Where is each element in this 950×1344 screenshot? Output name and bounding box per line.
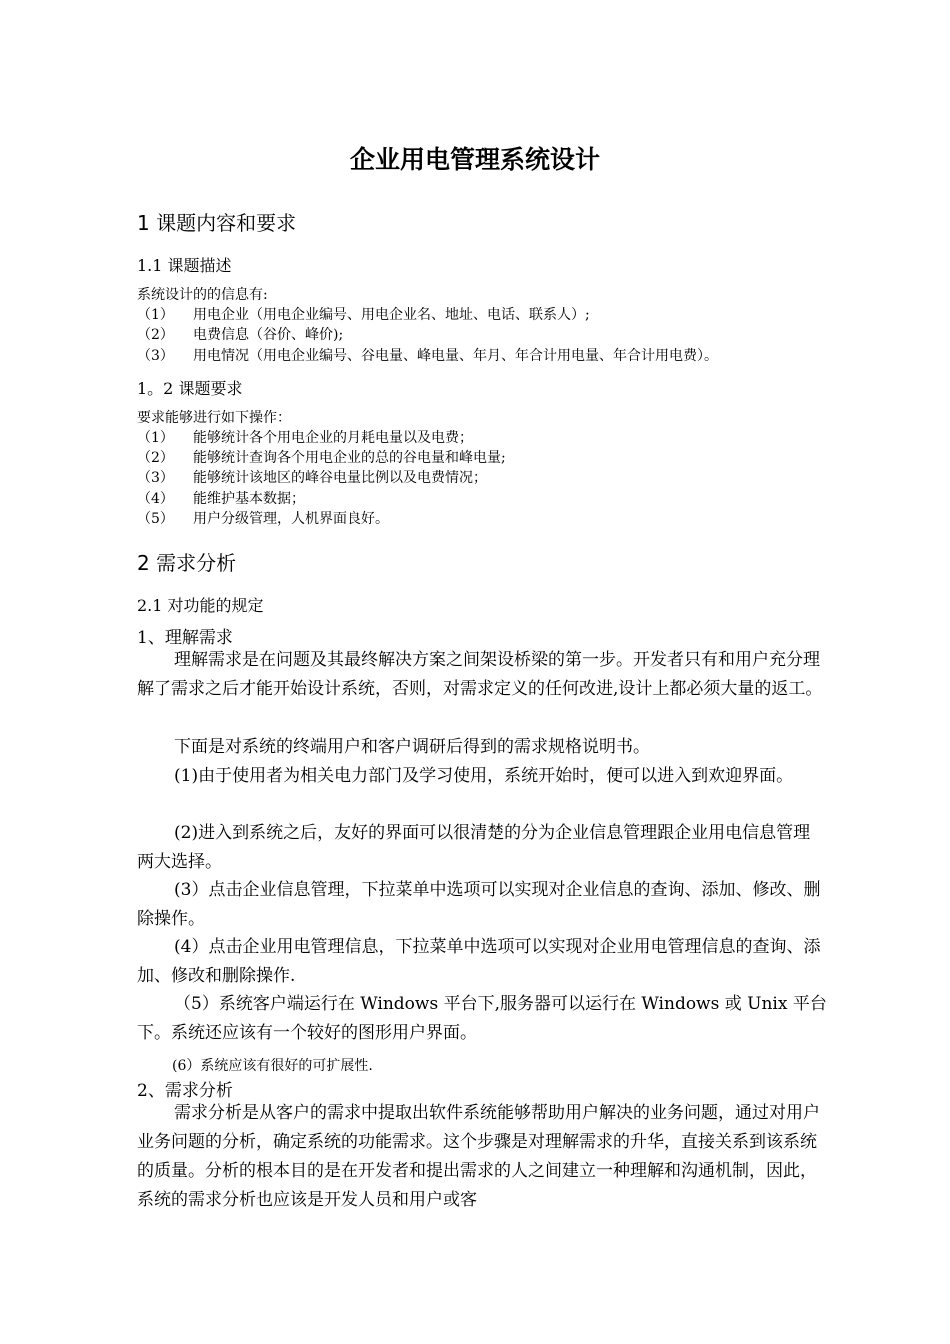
list-item xyxy=(137,427,473,447)
list-item-text: 能维护基本数据； xyxy=(193,491,305,507)
list-item-text: 能够统计查询各个用电企业的总的谷电量和峰电量; xyxy=(193,450,506,466)
paragraph-small: (6）系统应该有很好的可扩展性. xyxy=(172,1058,373,1074)
list-item-text: 用电情况（用电企业编号、谷电量、峰电量、年月、年合计用电量、年合计用电费）。 xyxy=(193,348,718,364)
paragraph: 需求分析是从客户的需求中提取出软件系统能够帮助用户解决的业务问题，通过对用户业务问题的分析，确定系统的功能需求。这个步骤是对理解需求的升华，直接关系到该系统的质量。分析的根本目的是在开发者和提出需求的人之间建立一种理解和沟通机制，因此，系统的需求分析也应该是开发人员和用户或客 xyxy=(137,1103,820,1210)
list-item-number: （1） xyxy=(137,307,174,323)
list-item-text: 用户分级管理，人机界面良好。 xyxy=(193,511,389,527)
list-item-number: （2） xyxy=(137,327,174,343)
paragraph: 下面是对系统的终端用户和客户调研后得到的需求规格说明书。 xyxy=(174,737,650,757)
paragraph: 理解需求是在问题及其最终解决方案之间架设桥梁的第一步。开发者只有和用户充分理解了需求之后才能开始设计系统，否则，对需求定义的任何改进,设计上都必须大量的返工。 xyxy=(137,650,823,699)
section-1-1-intro: 系统设计的的信息有: xyxy=(137,287,268,303)
paragraph: (3）点击企业信息管理，下拉菜单中选项可以实现对企业信息的查询、添加、修改、删除操作。 xyxy=(137,880,821,929)
list-item-number: （5） xyxy=(137,511,174,527)
section-2-1-heading: 2.1 对功能的规定 xyxy=(137,596,264,615)
list-item-number: （3） xyxy=(137,348,174,364)
list-item-text: 能够统计各个用电企业的月耗电量以及电费； xyxy=(193,430,473,446)
paragraph: (1)由于使用者为相关电力部门及学习使用，系统开始时，便可以进入到欢迎界面。 xyxy=(174,766,794,786)
section-2-heading: 2 需求分析 xyxy=(137,551,237,575)
document-title: 企业用电管理系统设计 xyxy=(349,145,600,174)
paragraph: (4）点击企业用电管理信息，下拉菜单中选项可以实现对企业用电管理信息的查询、添加、修改和删除操作. xyxy=(137,937,821,986)
part-1-title: 1、理解需求 xyxy=(137,628,233,648)
part-2-title: 2、需求分析 xyxy=(137,1081,233,1101)
list-item-number: （4） xyxy=(137,491,174,507)
list-item-number: （2） xyxy=(137,450,174,466)
list-item xyxy=(137,324,343,344)
list-item-number: （3） xyxy=(137,470,174,486)
section-1-2-intro: 要求能够进行如下操作： xyxy=(137,410,291,426)
list-item xyxy=(137,488,305,508)
section-1-1-heading: 1.1 课题描述 xyxy=(137,256,232,275)
list-item xyxy=(137,467,487,487)
section-1-2-heading: 1。2 课题要求 xyxy=(137,379,243,398)
list-item-text: 电费信息（谷价、峰价); xyxy=(193,327,344,343)
list-item-text: 用电企业（用电企业编号、用电企业名、地址、电话、联系人）; xyxy=(193,307,590,323)
list-item-number: （1） xyxy=(137,430,174,446)
list-item xyxy=(137,508,389,528)
list-item-text: 能够统计该地区的峰谷电量比例以及电费情况； xyxy=(193,470,487,486)
list-item xyxy=(137,447,506,467)
paragraph: (2)进入到系统之后，友好的界面可以很清楚的分为企业信息管理跟企业用电信息管理两大选择。 xyxy=(137,823,811,872)
paragraph: （5）系统客户端运行在 Windows 平台下,服务器可以运行在 Windows 或 Unix 平台下。系统还应该有一个较好的图形用户界面。 xyxy=(137,994,827,1043)
list-item xyxy=(137,304,590,324)
list-item xyxy=(137,345,718,365)
section-1-heading: 1 课题内容和要求 xyxy=(137,211,297,235)
